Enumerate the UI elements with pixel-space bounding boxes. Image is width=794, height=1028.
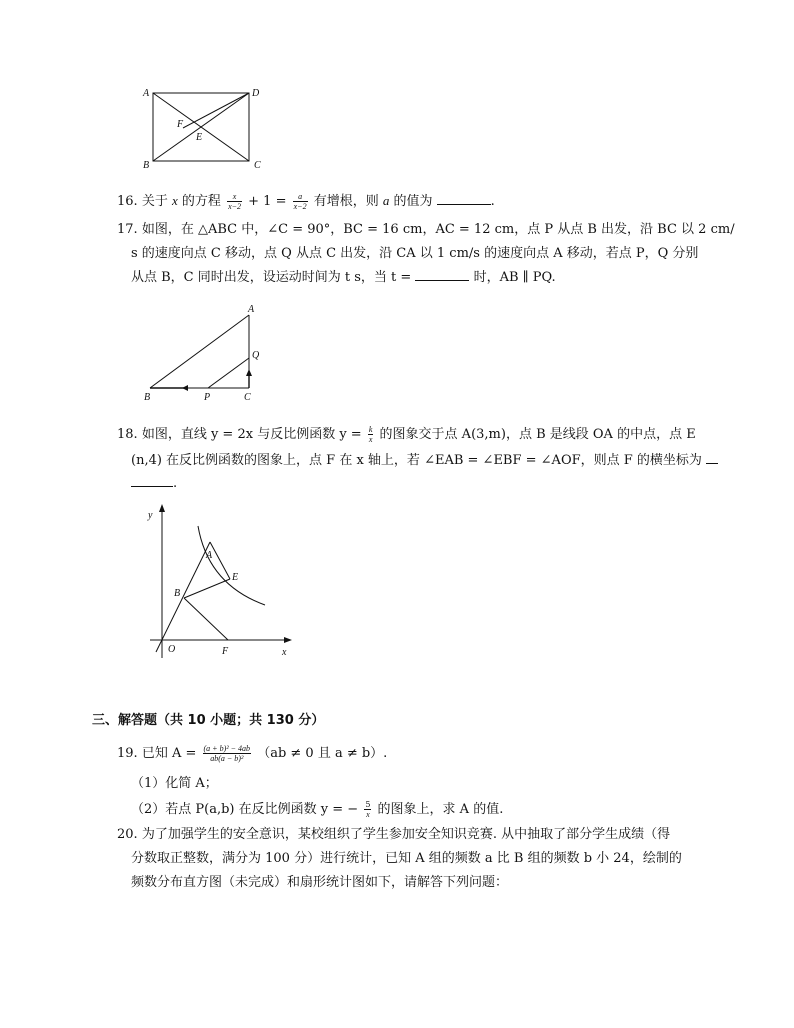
q18-frac-num: k [368, 425, 373, 434]
q16-fraction-2 [293, 192, 308, 211]
question-18-line-1 [117, 425, 696, 444]
coordinate-figure [140, 500, 300, 665]
q19-part-2a: （2）若点 P(a,b) 在反比例函数 y = − [131, 802, 359, 817]
tri-label-a: A [248, 304, 255, 315]
q18-fraction-k [368, 425, 374, 444]
question-20-line-2 [131, 850, 682, 868]
q18-answer-blank-part1[interactable] [706, 451, 718, 464]
q20-line-1: 为了加强学生的安全意识，某校组织了学生参加安全知识竞赛. 从中抽取了部分学生成绩（得 [141, 827, 671, 842]
q16-var-a: a [382, 193, 390, 208]
q16-number: 16. [117, 194, 138, 209]
q16-text-3: 有增根，则 [313, 194, 379, 209]
question-18-line-3 [131, 474, 177, 493]
tri-label-q: Q [252, 350, 260, 361]
q17-line-2: s 的速度向点 C 移动，点 Q 从点 C 出发，沿 CA 以 1 cm/s 的速度向点 A 移动，若点 P，Q 分别 [131, 246, 699, 261]
q16-answer-blank[interactable] [437, 192, 491, 205]
rect-label-f: F [177, 119, 184, 130]
q16-frac1-den: x−2 [228, 202, 242, 211]
graph-label-b: B [174, 588, 181, 599]
q19-number: 19. [117, 746, 138, 761]
q19-frac-den: ab(a − b)² [210, 754, 244, 763]
q20-number: 20. [117, 827, 138, 842]
graph-label-y: y [148, 510, 153, 521]
section-3-title [92, 712, 324, 730]
tri-label-c: C [244, 392, 251, 403]
q19-p2-frac-den: x [366, 810, 370, 819]
q16-end: . [490, 194, 495, 209]
q16-var-x: x [171, 193, 178, 208]
q17-line-3a: 从点 B，C 同时出发，设运动时间为 t s，当 t = [131, 270, 412, 285]
q17-line-1: 如图，在 △ABC 中，∠C = 90°，BC = 16 cm，AC = 12 cm，点 P 从点 B 出发，沿 BC 以 2 cm/ [141, 222, 735, 237]
question-17-line-3 [131, 268, 556, 287]
question-20-line-1 [117, 826, 670, 844]
q17-line-3b: 时，AB ∥ PQ. [473, 270, 556, 285]
q18-line-1b: 的图象交于点 A(3,m)，点 B 是线段 OA 的中点，点 E [379, 427, 696, 442]
q17-answer-blank[interactable] [415, 268, 469, 281]
graph-label-a: A [206, 550, 213, 561]
q20-line-2: 分数取正整数，满分为 100 分）进行统计，已知 A 组的频数 a 比 B 组的频数 b 小 24，绘制的 [131, 851, 682, 866]
hyperbola-curve [198, 526, 265, 605]
q16-frac1-num: x [227, 192, 242, 202]
graph-label-e: E [232, 572, 239, 583]
q18-frac-den: x [368, 435, 373, 444]
q16-frac2-den: x−2 [293, 202, 307, 211]
question-17-line-2 [131, 245, 698, 263]
graph-label-o: O [168, 644, 176, 655]
q17-number: 17. [117, 222, 138, 237]
q19-text-2: （ab ≠ 0 且 a ≠ b）. [257, 746, 388, 761]
triangle-figure [138, 300, 273, 405]
line-y-2x [156, 542, 210, 652]
q16-text-4: 的值为 [393, 194, 433, 209]
question-18-line-2 [131, 451, 718, 470]
q18-number: 18. [117, 427, 138, 442]
q19-frac-num: (a + b)² − 4ab [203, 744, 251, 753]
rectangle-figure [140, 82, 270, 172]
q18-line-1a: 如图，直线 y = 2x 与反比例函数 y = [141, 427, 362, 442]
q20-line-3: 频数分布直方图（未完成）和扇形统计图如下，请解答下列问题： [131, 875, 509, 890]
question-17-line-1 [117, 221, 735, 239]
q19-part-2-fraction [364, 800, 371, 819]
rect-label-a: A [143, 88, 150, 99]
x-axis-arrow-icon [284, 637, 292, 643]
section-3-title-text: 三、解答题（共 10 小题；共 130 分） [92, 713, 325, 728]
graph-label-f: F [222, 646, 229, 657]
q19-part-2b: 的图象上，求 A 的值. [377, 802, 504, 817]
q16-frac2-num: a [293, 192, 308, 202]
q19-part-2 [131, 800, 503, 819]
rect-label-e: E [196, 132, 203, 143]
q19-part-1-text: （1）化简 A； [131, 776, 218, 791]
q16-text-2: 的方程 [181, 194, 221, 209]
q19-text-1: 已知 A = [141, 746, 197, 761]
q18-answer-blank-part2[interactable] [131, 474, 173, 487]
q16-plus-one: + 1 = [248, 194, 287, 209]
tri-label-p: P [204, 392, 211, 403]
q16-text-1: 关于 [141, 194, 168, 209]
graph-label-x: x [282, 647, 287, 658]
q19-part-1 [131, 775, 218, 793]
y-axis-arrow-icon [159, 504, 165, 512]
q18-line-2: (n,4) 在反比例函数的图象上，点 F 在 x 轴上，若 ∠EAB = ∠EBF = ∠AOF，则点 F 的横坐标为 [131, 453, 702, 468]
tri-label-b: B [144, 392, 151, 403]
rect-label-b: B [143, 160, 150, 171]
q19-fraction [203, 744, 252, 763]
rect-label-d: D [252, 88, 260, 99]
question-16 [117, 192, 495, 211]
question-20-line-3 [131, 874, 508, 892]
question-19 [117, 744, 387, 763]
q18-end: . [173, 476, 178, 491]
q19-p2-frac-num: 5 [365, 800, 371, 809]
rect-label-c: C [254, 160, 261, 171]
q16-fraction-1 [227, 192, 242, 211]
